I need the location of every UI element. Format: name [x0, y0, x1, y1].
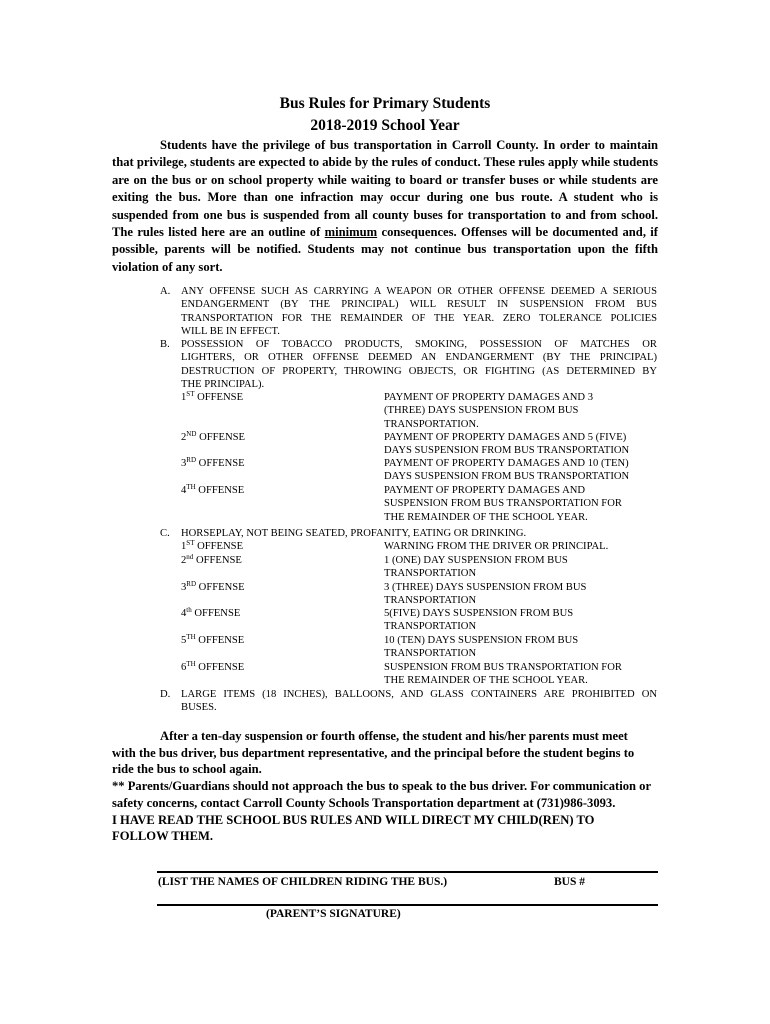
- rule-text-line: THE PRINCIPAL).: [181, 378, 265, 390]
- closing-paragraph-suspension: After a ten-day suspension or fourth offense, the student and his/her parents must meet with the bus driver, bus department representative, and the principal before the student begins to ride the bus to school again.: [112, 729, 635, 777]
- rule-text-line: LIGHTERS, OR OTHER OFFENSE DEEMED AN ENDANGERMENT (BY THE PRINCIPAL): [181, 352, 657, 364]
- offense-label: 1ST OFFENSE: [181, 539, 244, 552]
- ordinal-suffix: RD: [186, 456, 197, 464]
- intro-text-after: consequences. Offenses will be documented and, if possible, parents will be notified. Students may not continue bus transportation upon the fifth violation of any sort.: [112, 225, 658, 274]
- offense-consequence-line: WARNING FROM THE DRIVER OR PRINCIPAL.: [384, 541, 609, 552]
- offense-consequence-line: (THREE) DAYS SUSPENSION FROM BUS: [384, 405, 579, 417]
- rule-marker-c: C.: [160, 528, 170, 539]
- rule-marker-d: D.: [160, 689, 171, 700]
- ordinal-suffix: ST: [186, 390, 195, 398]
- offense-consequence-line: DAYS SUSPENSION FROM BUS TRANSPORTATION: [384, 445, 630, 457]
- offense-label: 2ND OFFENSE: [181, 430, 245, 443]
- closing-section: [112, 728, 652, 845]
- children-names-label: (LIST THE NAMES OF CHILDREN RIDING THE BUS.): [158, 876, 448, 888]
- rule-text-line: POSSESSION OF TOBACCO PRODUCTS, SMOKING, POSSESSION OF MATCHES OR: [181, 339, 657, 350]
- offense-consequence-line: PAYMENT OF PROPERTY DAMAGES AND: [384, 485, 586, 496]
- offense-label: 6TH OFFENSE: [181, 660, 245, 673]
- offense-consequence-line: TRANSPORTATION: [384, 595, 477, 607]
- offense-consequence-line: PAYMENT OF PROPERTY DAMAGES AND 5 (FIVE): [384, 432, 627, 443]
- offense-consequence-line: PAYMENT OF PROPERTY DAMAGES AND 3: [384, 392, 594, 403]
- rule-text-line: TRANSPORTATION FOR THE REMAINDER OF THE YEAR. ZERO TOLERANCE POLICIES: [181, 312, 657, 324]
- offense-consequence-line: SUSPENSION FROM BUS TRANSPORTATION FOR: [384, 498, 622, 510]
- ordinal-suffix: RD: [186, 580, 197, 588]
- closing-paragraph-acknowledgement: I HAVE READ THE SCHOOL BUS RULES AND WILL DIRECT MY CHILD(REN) TO FOLLOW THEM.: [112, 812, 595, 844]
- offense-label: 4TH OFFENSE: [181, 483, 245, 496]
- offense-consequence-line: THE REMAINDER OF THE SCHOOL YEAR.: [384, 511, 588, 523]
- offense-consequence-line: TRANSPORTATION: [384, 648, 477, 660]
- rule-text-line: HORSEPLAY, NOT BEING SEATED, PROFANITY, EATING OR DRINKING.: [181, 528, 527, 539]
- offense-label: 4th OFFENSE: [181, 606, 241, 619]
- intro-underlined-word: minimum: [324, 225, 378, 240]
- rule-marker-a: A.: [160, 286, 171, 297]
- bus-number-label: BUS #: [554, 876, 585, 888]
- parent-signature-label: (PARENT’S SIGNATURE): [266, 908, 401, 920]
- ordinal-suffix: th: [186, 606, 192, 614]
- offense-consequence-line: 10 (TEN) DAYS SUSPENSION FROM BUS: [384, 635, 579, 646]
- offense-consequence-line: TRANSPORTATION.: [384, 418, 479, 430]
- offense-consequence-line: 5(FIVE) DAYS SUSPENSION FROM BUS: [384, 608, 574, 619]
- rule-marker-b: B.: [160, 339, 170, 350]
- ordinal-suffix: nd: [186, 553, 194, 561]
- offense-label: 3RD OFFENSE: [181, 580, 245, 593]
- rule-text-line: DESTRUCTION OF PROPERTY, THROWING OBJECTS, OR FIGHTING (AS DETERMINED BY: [181, 365, 657, 377]
- offense-label: 3RD OFFENSE: [181, 456, 245, 469]
- offense-consequence-line: 3 (THREE) DAYS SUSPENSION FROM BUS: [384, 582, 587, 593]
- offense-label: 2nd OFFENSE: [181, 553, 242, 566]
- offense-consequence-line: PAYMENT OF PROPERTY DAMAGES AND 10 (TEN): [384, 458, 629, 469]
- ordinal-suffix: ST: [186, 539, 195, 547]
- offense-consequence-line: 1 (ONE) DAY SUSPENSION FROM BUS: [384, 555, 568, 566]
- parent-signature-line[interactable]: [157, 904, 658, 906]
- page-title: Bus Rules for Primary Students: [279, 95, 491, 112]
- ordinal-suffix: TH: [186, 633, 196, 641]
- rule-text-line: ENDANGERMENT (BY THE PRINCIPAL) WILL RESULT IN SUSPENSION FROM BUS: [181, 299, 657, 311]
- children-names-line[interactable]: [157, 871, 658, 873]
- ordinal-suffix: TH: [186, 660, 196, 668]
- offense-label: 1ST OFFENSE: [181, 390, 244, 403]
- page-subtitle: 2018-2019 School Year: [310, 117, 460, 134]
- offense-consequence-line: TRANSPORTATION: [384, 621, 477, 633]
- rule-text-line: WILL BE IN EFFECT.: [181, 325, 280, 337]
- rule-text-line: BUSES.: [181, 702, 217, 714]
- offense-consequence-line: THE REMAINDER OF THE SCHOOL YEAR.: [384, 675, 588, 687]
- offense-label: 5TH OFFENSE: [181, 633, 245, 646]
- ordinal-suffix: ND: [186, 430, 197, 438]
- rule-text-line: ANY OFFENSE SUCH AS CARRYING A WEAPON OR OTHER OFFENSE DEEMED A SERIOUS: [181, 286, 657, 297]
- intro-text-before: Students have the privilege of bus transportation in Carroll County. In order to maintain that privilege, students are expected to abide by the rules of conduct. These rules apply while students are on the bus or on school property while waiting to board or transfer buses or while students are exiting the bus. More than one infraction may occur during one bus route. A student who is suspended from one bus is suspended from all county buses for transportation to and from school. The rules listed here are an outline of: [112, 138, 658, 240]
- offense-consequence-line: TRANSPORTATION: [384, 568, 477, 580]
- ordinal-suffix: TH: [186, 483, 196, 491]
- closing-paragraph-parents: ** Parents/Guardians should not approach the bus to speak to the bus driver. For communication or safety concerns, contact Carroll County Schools Transportation department at (731)986-3093.: [112, 779, 651, 810]
- offense-consequence-line: SUSPENSION FROM BUS TRANSPORTATION FOR: [384, 662, 622, 673]
- offense-consequence-line: DAYS SUSPENSION FROM BUS TRANSPORTATION: [384, 471, 630, 483]
- rule-text-line: LARGE ITEMS (18 INCHES), BALLOONS, AND GLASS CONTAINERS ARE PROHIBITED ON: [181, 689, 657, 700]
